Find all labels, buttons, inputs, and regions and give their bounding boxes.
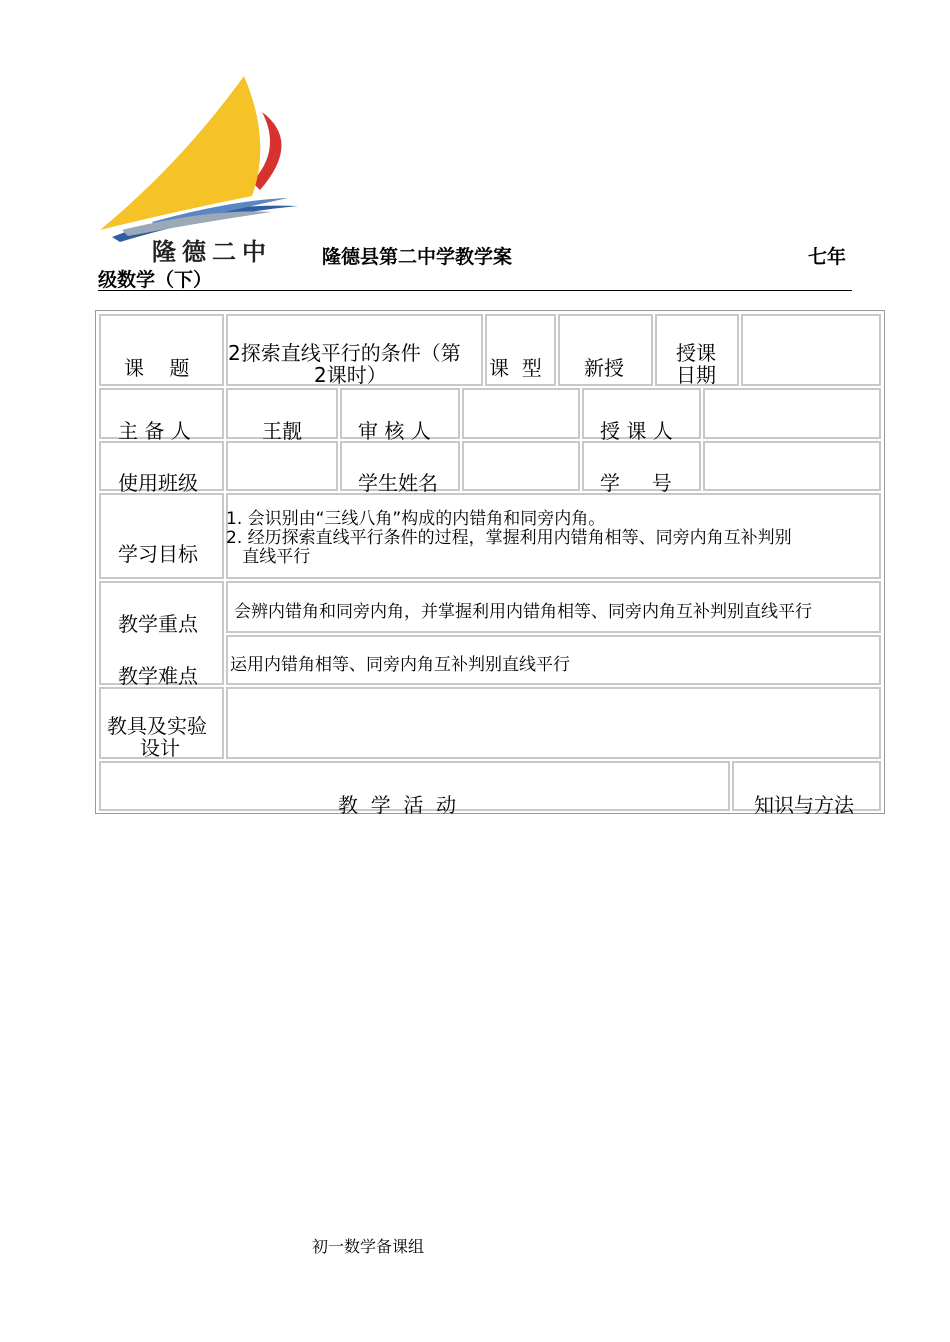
footer-text: 初一数学备课组	[312, 1237, 425, 1256]
number-label: 学 号	[600, 471, 672, 495]
class-label: 使用班级	[118, 471, 198, 495]
topic-value-line1: 2探索直线平行的条件（第	[228, 341, 461, 365]
date-label-line1: 授课	[676, 341, 716, 365]
reviewer-label: 审 核 人	[358, 419, 431, 443]
goal-item-1: 1. 会识别由“三线八角”构成的内错角和同旁内角。	[226, 509, 606, 529]
preparer-label: 主 备 人	[118, 419, 191, 443]
number-value-cell[interactable]	[703, 441, 881, 491]
grade-label-part2: 级数学（下）	[98, 269, 213, 291]
tools-value-cell[interactable]	[226, 687, 881, 759]
grade-label-part1: 七年	[808, 246, 847, 268]
method-label: 知识与方法	[754, 793, 854, 817]
focus-value: 会辨内错角和同旁内角，并掌握利用内错角相等、同旁内角互补判别直线平行	[234, 602, 812, 622]
goal-item-2: 2. 经历探索直线平行条件的过程，掌握利用内错角相等、同旁内角互补判别	[226, 528, 792, 548]
reviewer-value-cell[interactable]	[462, 388, 580, 439]
topic-value-line2: 2课时）	[314, 363, 387, 387]
teacher-label: 授 课 人	[600, 419, 673, 443]
difficulty-label: 教学难点	[118, 664, 198, 688]
focus-label: 教学重点	[118, 612, 198, 636]
page-title: 隆德县第二中学教学案	[322, 246, 513, 268]
activity-label: 教 学 活 动	[338, 793, 457, 817]
date-label-line2: 日期	[676, 363, 716, 387]
logo-text: 隆德二中	[152, 237, 272, 266]
student-label: 学生姓名	[358, 471, 438, 495]
goals-label: 学习目标	[118, 542, 198, 566]
header-rule	[98, 290, 852, 291]
student-value-cell[interactable]	[462, 441, 580, 491]
preparer-value: 王靓	[262, 419, 302, 443]
date-value-cell[interactable]	[741, 314, 881, 386]
type-value: 新授	[584, 356, 624, 380]
class-value-cell[interactable]	[226, 441, 338, 491]
topic-label: 课 题	[124, 356, 190, 380]
goal-item-2-cont: 直线平行	[226, 547, 311, 567]
type-label: 课 型	[489, 356, 542, 380]
tools-label-line1: 教具及实验	[107, 714, 207, 738]
teacher-value-cell[interactable]	[703, 388, 881, 439]
tools-label-line2: 设计	[140, 736, 180, 760]
difficulty-value: 运用内错角相等、同旁内角互补判别直线平行	[230, 655, 570, 675]
